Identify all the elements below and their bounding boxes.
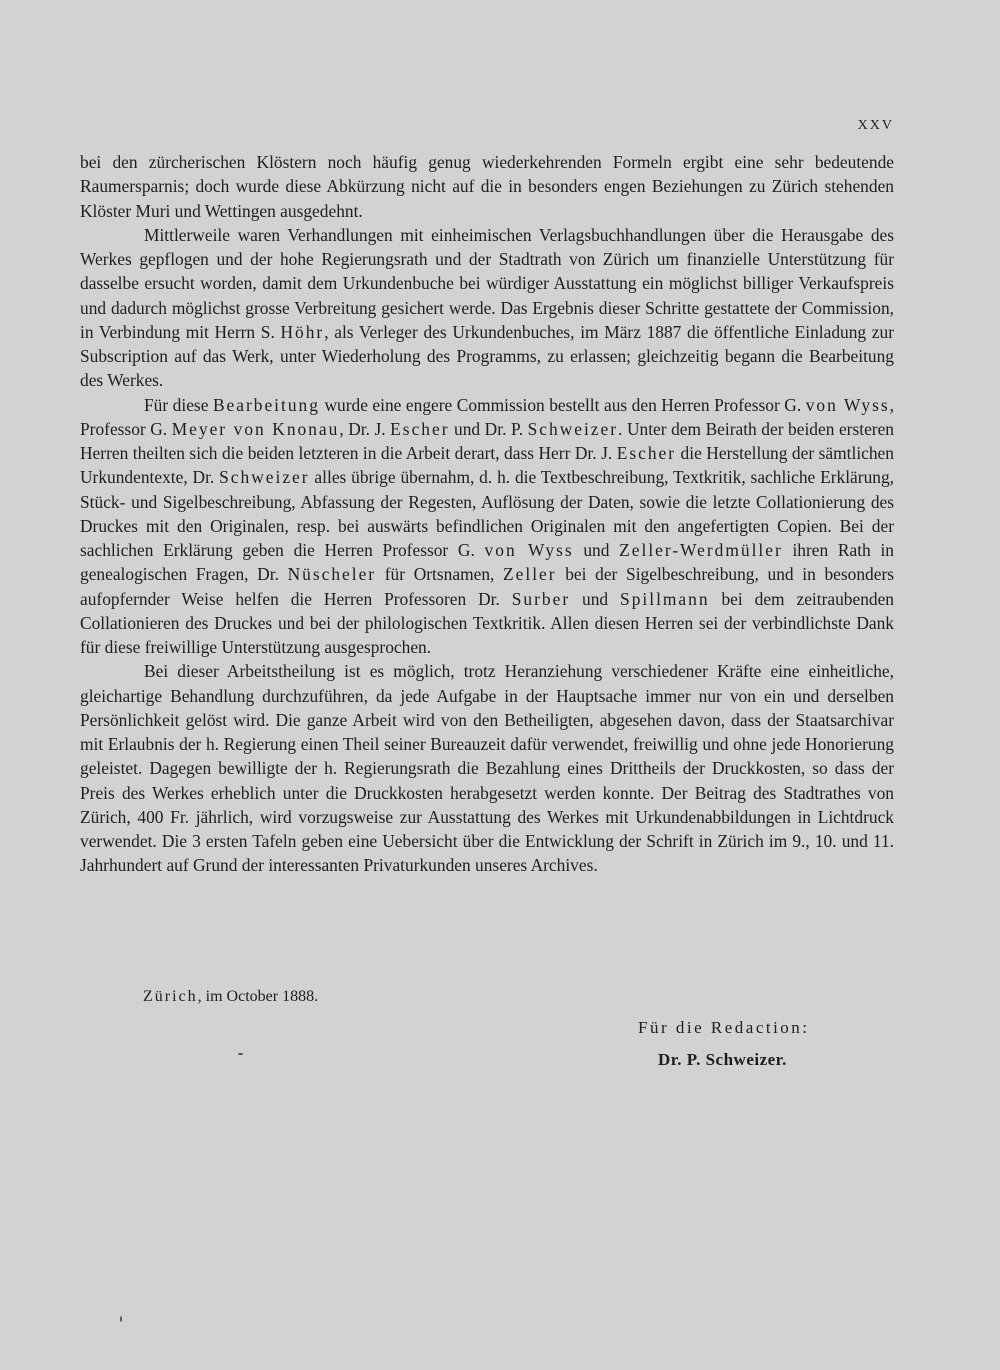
text-run: und — [570, 588, 621, 609]
paragraph — [80, 150, 894, 223]
text-run: Bei dieser Arbeitstheilung ist es möglich, trotz Heranziehung verschiedener Kräfte eine einheitliche, gleichartige Behandlung durchzuführen, da jede Aufgabe in der Hauptsache immer nur von ein und derselben Persönlichkeit gelöst wird. Die ganze Arbeit wird von den Betheiligten, abgesehen davon, dass der Staatsarchivar mit Erlaubnis der h. Regierung einen Theil seiner Bureauzeit dafür verwendet, freiwillig und ohne jede Honorierung geleistet. Dagegen bewilligte der h. Regierungsrath die Bezahlung eines Drittheils der Druckkosten, so dass der Preis des Werkes erheblich unter die Druckkosten herabgesetzt werden konnte. Der Beitrag des Stadtrathes von Zürich, 400 Fr. jährlich, wird vorzugsweise zur Ausstattung des Werkes mit Urkundenabbildungen in Lichtdruck verwendet. Die 3 ersten Tafeln geben eine Uebersicht über die Entwicklung der Schrift in Zürich im 9., 10. und 11. Jahrhundert auf Grund der interessanten Privaturkunden unseres Archives. — [80, 661, 894, 876]
text-run: , Dr. J. — [339, 418, 391, 439]
text-run: , als Verleger des Urkundenbuches, im März 1887 die öffentliche Einladung zur Subscription auf das Werk, unter Wiederholung des Programms, zu erlassen; gleichzeitig begann die Bearbeitung des Werkes. — [80, 321, 894, 391]
text-run: für Ortsnamen, — [376, 564, 504, 585]
spaced-name: von Wyss — [484, 540, 574, 560]
place-name: Zürich — [143, 988, 198, 1005]
signature-title: Für die Redaction: — [638, 1018, 810, 1037]
text-run: alles übrige übernahm, d. h. die Textbeschreibung, Textkritik, sachliche Erklärung, Stück- und Sigelbeschreibung, Abfassung der Regesten, Auflösung der Daten, sowie die letzte Collationierung des Druckes mit den Originalen, resp. bei auswärts befindlichen Originalen mit den angefertigten Copien. Bei der sachlichen Erklärung geben die Herren Professor G. — [80, 467, 894, 560]
date: , im October 1888. — [197, 988, 319, 1005]
text-run: Für diese — [144, 394, 213, 415]
spaced-name: Schweizer — [219, 467, 310, 488]
spaced-name: Schweizer — [527, 418, 619, 439]
spaced-name: Escher — [616, 443, 677, 463]
text-run: . Unter dem Beirath der beiden ersteren Herren theilten sich die beiden letzteren in die Arbeit derart, dass Herr Dr. J. — [80, 418, 894, 463]
print-speck — [120, 1316, 122, 1322]
text-run: und — [573, 540, 620, 560]
spaced-name: Bearbeitung — [212, 394, 320, 415]
text-run: bei dem zeitraubenden Collationieren des Druckes und bei der philologischen Textkritik. Allen diesen Herren sei der verbindlichste Dank für diese freiwillige Unterstützung ausgesprochen. — [80, 588, 894, 657]
spaced-name: Nüscheler — [287, 564, 377, 585]
spaced-name: Escher — [390, 418, 450, 439]
paragraph — [80, 223, 894, 393]
spaced-name: von Wyss — [805, 394, 890, 415]
page-number: XXV — [857, 118, 894, 133]
spaced-name: Spillmann — [620, 588, 710, 609]
text-run: wurde eine engere Commission bestellt aus den Herren Professor G. — [319, 394, 806, 415]
spaced-name: Surber — [511, 588, 571, 609]
signature-block — [600, 1018, 860, 1070]
spaced-name: Höhr — [280, 321, 325, 342]
place-date — [143, 988, 318, 1006]
text-run: , Professor G. — [80, 394, 894, 439]
text-run: bei den zürcherischen Klöstern noch häufig genug wiederkehrenden Formeln ergibt eine sehr bedeutende Raumersparnis; doch wurde diese Abkürzung nicht auf die in besonders engen Beziehungen zu Zürich stehenden Klöster Muri und Wettingen ausgedehnt. — [80, 152, 894, 221]
spaced-name: Zeller — [503, 564, 557, 585]
paragraph — [80, 393, 894, 660]
signature-name: Dr. P. Schweizer. — [658, 1050, 787, 1069]
paragraph — [80, 659, 894, 877]
text-run: Mittlerweile waren Verhandlungen mit einheimischen Verlagsbuchhandlungen über die Herausgabe des Werkes gepflogen und der hohe Regierungsrath und der Stadtrath von Zürich um finanzielle Unterstützung für dasselbe ersucht worden, damit dem Urkundenbuche bei würdiger Ausstattung ein möglichst billiger Verkaufspreis und dadurch möglichst grosse Verbreitung gesichert werde. Das Ergebnis dieser Schritte gestattete der Commission, in Verbindung mit Herrn S. — [80, 224, 894, 342]
body-text — [80, 150, 894, 878]
spaced-name: Meyer von Knonau — [171, 418, 340, 439]
spaced-name: Zeller-Werdmüller — [619, 540, 783, 560]
print-speck — [238, 1053, 243, 1055]
text-run: bei der Sigelbeschreibung, und in besonders aufopfernder Weise helfen die Herren Professoren Dr. — [80, 564, 895, 609]
text-run: und Dr. P. — [449, 418, 528, 439]
text-run: ihren Rath in genealogischen Fragen, Dr. — [80, 540, 894, 585]
text-run: die Herstellung der sämtlichen Urkundentexte, Dr. — [80, 443, 894, 488]
